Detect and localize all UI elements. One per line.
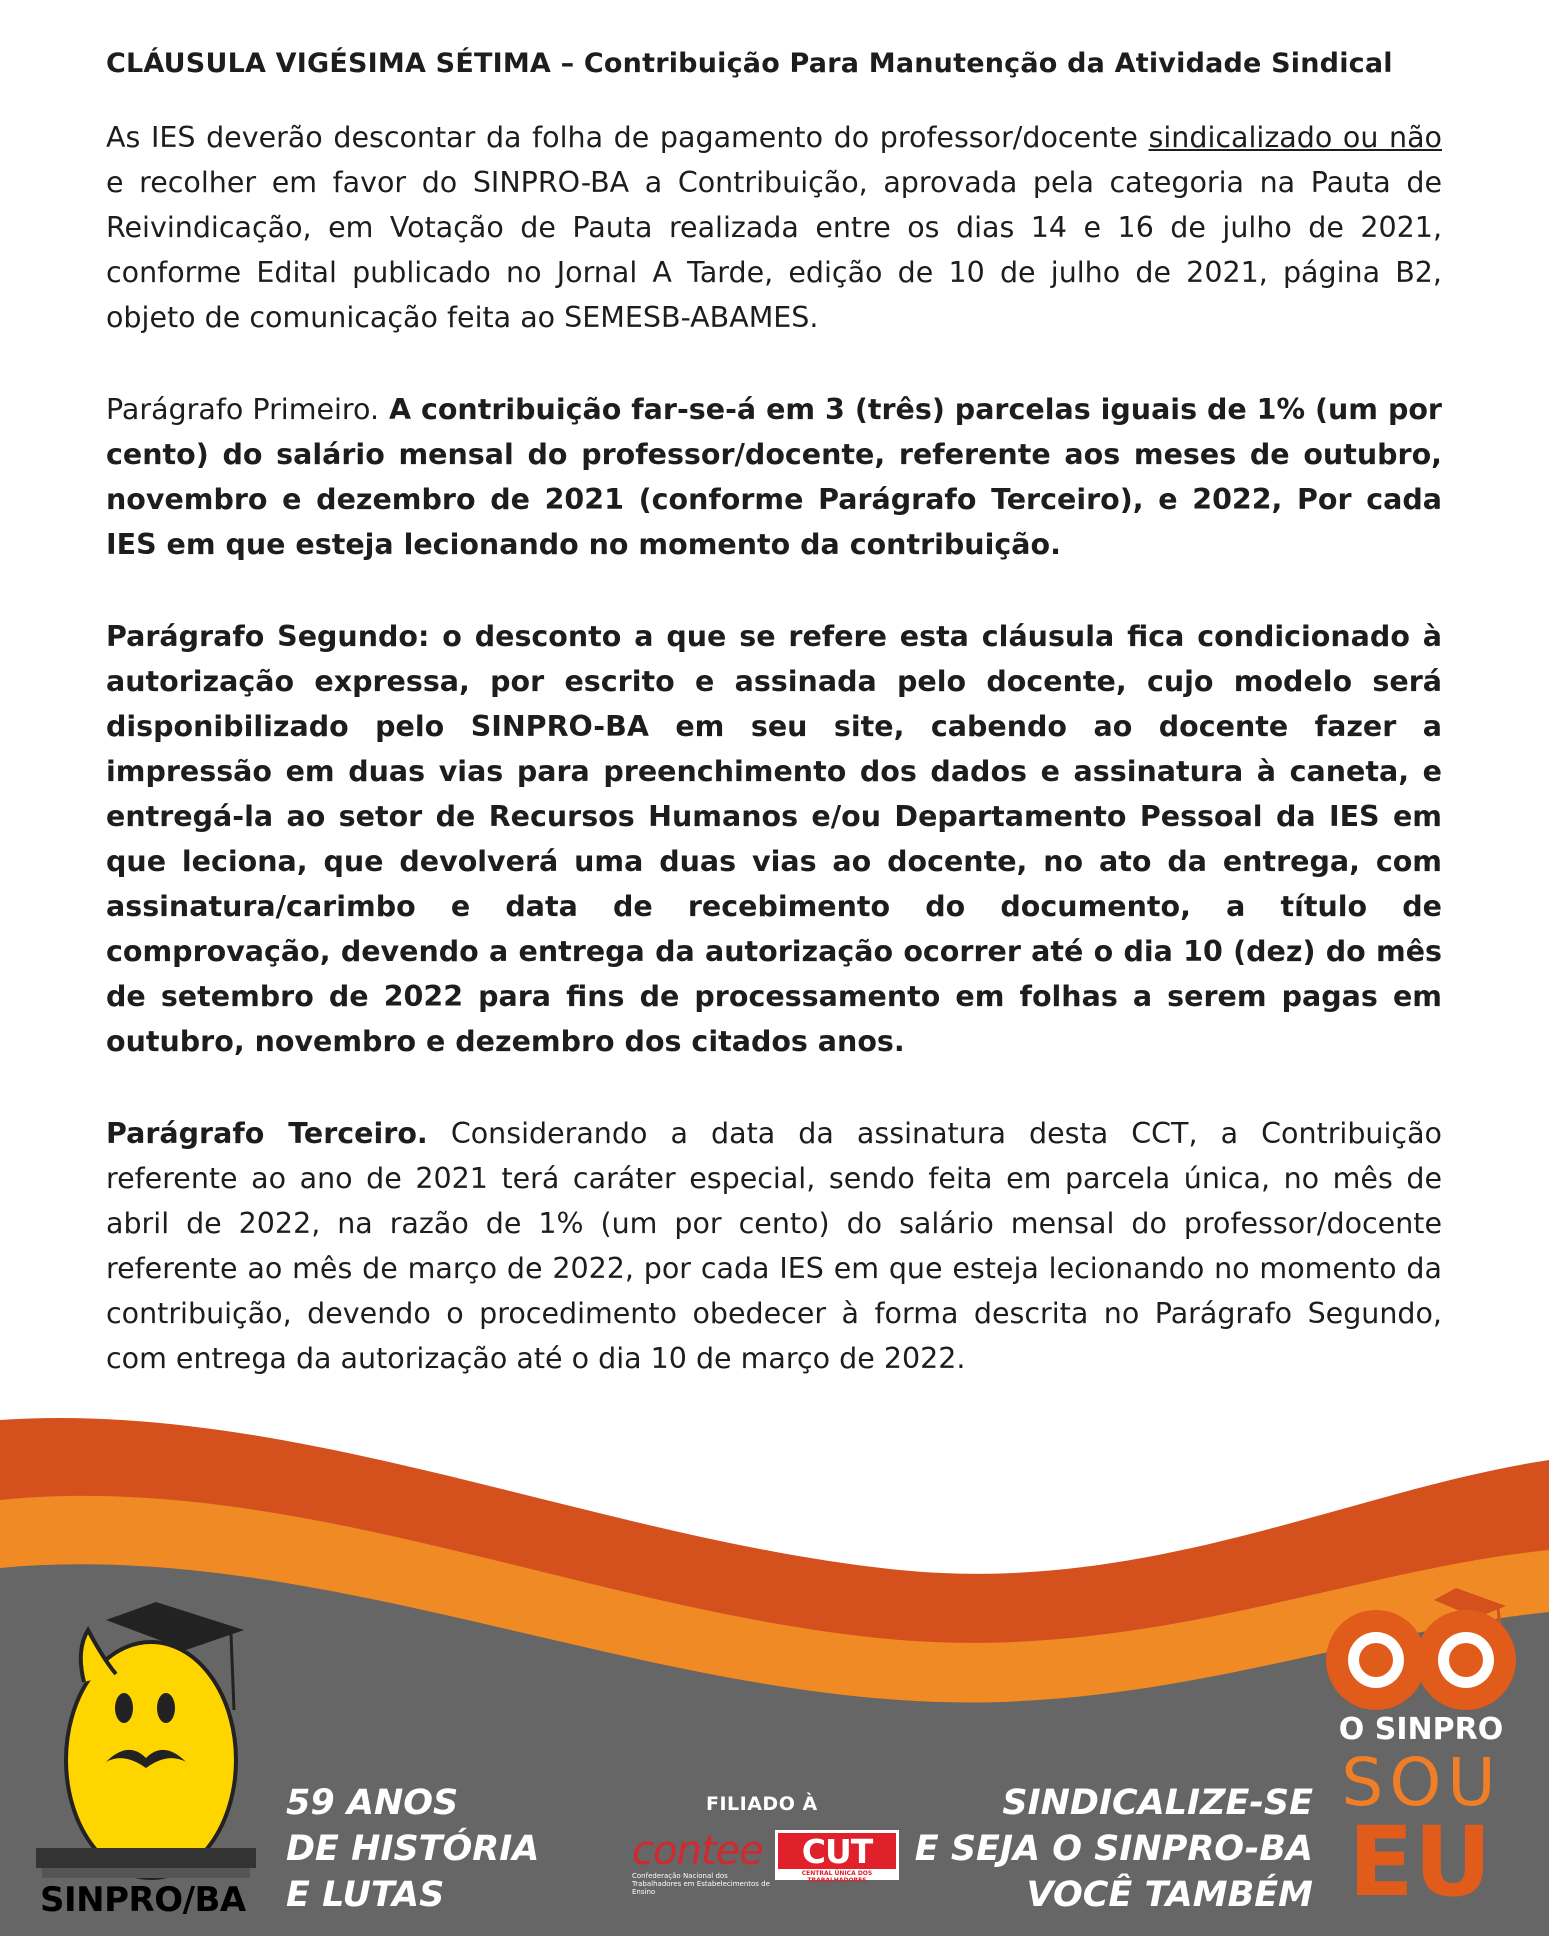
cut-logo [775, 1830, 899, 1884]
brand-mid-text: SOU [1341, 1744, 1502, 1821]
sindicalize-slogan [915, 1780, 1313, 1918]
paragraph-primeiro [106, 387, 1442, 567]
paragraph-intro-underlined: sindicalizado ou não [1148, 121, 1442, 154]
anos-slogan [286, 1780, 539, 1918]
sindicalize-line-2: E SEJA O SINPRO-BA [914, 1829, 1313, 1869]
anos-line-2: DE HISTÓRIA [286, 1829, 540, 1869]
brand-bottom-text: EU [1348, 1806, 1492, 1918]
clause-title: CLÁUSULA VIGÉSIMA SÉTIMA – Contribuição Para Manutenção da Atividade Sindical [106, 48, 1393, 79]
paragraph-terceiro-text: Considerando a data da assinatura desta CCT, a Contribuição referente ao ano de 2021 terá caráter especial, sendo feita em parcela única, no mês de abril de 2022, na razão de 1% (um por cento) do salário mensal do professor/docente referente ao mês de março de 2022, por cada IES em que esteja lecionando no momento da contribuição, devendo o procedimento obedecer à forma descrita no Parágrafo Segundo, com entrega da autorização até o dia 10 de março de 2022. [106, 1117, 1442, 1375]
contee-logo-word: contee [632, 1828, 763, 1874]
document-body [106, 48, 1442, 1428]
brand-top-text: O SINPRO [1338, 1712, 1504, 1747]
anos-line-3: E LUTAS [286, 1875, 445, 1915]
paragraph-intro [106, 115, 1442, 340]
owl-mascot-icon [36, 1590, 266, 1890]
owl-eyes-icon [1316, 1580, 1526, 1715]
sindicalize-line-3: VOCÊ TAMBÉM [1026, 1875, 1313, 1915]
paragraph-primeiro-label: Parágrafo Primeiro. [106, 393, 379, 426]
footer-banner [0, 1400, 1549, 1936]
paragraph-primeiro-text: A contribuição far-se-á em 3 (três) parcelas iguais de 1% (um por cento) do salário mensal do professor/docente, referente aos meses de outubro, novembro e dezembro de 2021 (conforme Parágrafo Terceiro), e 2022, Por cada IES em que esteja lecionando no momento da contribuição. [106, 393, 1442, 561]
o-sinpro-sou-eu-logo [1316, 1580, 1516, 1930]
paragraph-segundo-label: Parágrafo Segundo: [106, 620, 430, 653]
filiado-label: FILIADO À [706, 1793, 818, 1815]
sinpro-ba-logo-label: SINPRO/BA [40, 1880, 246, 1920]
paragraph-intro-start: As IES deverão descontar da folha de pagamento do professor/docente [106, 121, 1149, 154]
paragraph-intro-rest: e recolher em favor do SINPRO-BA a Contribuição, aprovada pela categoria na Pauta de Reivindicação, em Votação de Pauta realizada entre os dias 14 e 16 de julho de 2021, conforme Edital publicado no Jornal A Tarde, edição de 10 de julho de 2021, página B2, objeto de comunicação feita ao SEMESB-ABAMES. [106, 166, 1442, 334]
paragraph-segundo-text: o desconto a que se refere esta cláusula fica condicionado à autorização expressa, por escrito e assinada pelo docente, cujo modelo será disponibilizado pelo SINPRO-BA em seu site, cabendo ao docente fazer a impressão em duas vias para preenchimento dos dados e assinatura à caneta, e entregá-la ao setor de Recursos Humanos e/ou Departamento Pessoal da IES em que leciona, que devolverá uma duas vias ao docente, no ato da entrega, com assinatura/carimbo e data de recebimento do documento, a título de comprovação, devendo a entrega da autorização ocorrer até o dia 10 (dez) do mês de setembro de 2022 para fins de processamento em folhas a serem pagas em outubro, novembro e dezembro dos citados anos. [106, 620, 1442, 1058]
cut-logo-tagline: CENTRAL ÚNICA DOS TRABALHADORES [801, 1870, 873, 1884]
cut-logo-word: CUT [778, 1833, 896, 1869]
sindicalize-line-1: SINDICALIZE-SE [1002, 1783, 1313, 1823]
contee-logo [632, 1830, 774, 1896]
contee-logo-tagline: Confederação Nacional dos Trabalhadores em Estabelecimentos de Ensino [632, 1872, 770, 1896]
paragraph-segundo [106, 614, 1442, 1064]
anos-line-1: 59 ANOS [286, 1783, 459, 1823]
paragraph-terceiro [106, 1111, 1442, 1381]
paragraph-terceiro-label: Parágrafo Terceiro. [106, 1117, 428, 1150]
